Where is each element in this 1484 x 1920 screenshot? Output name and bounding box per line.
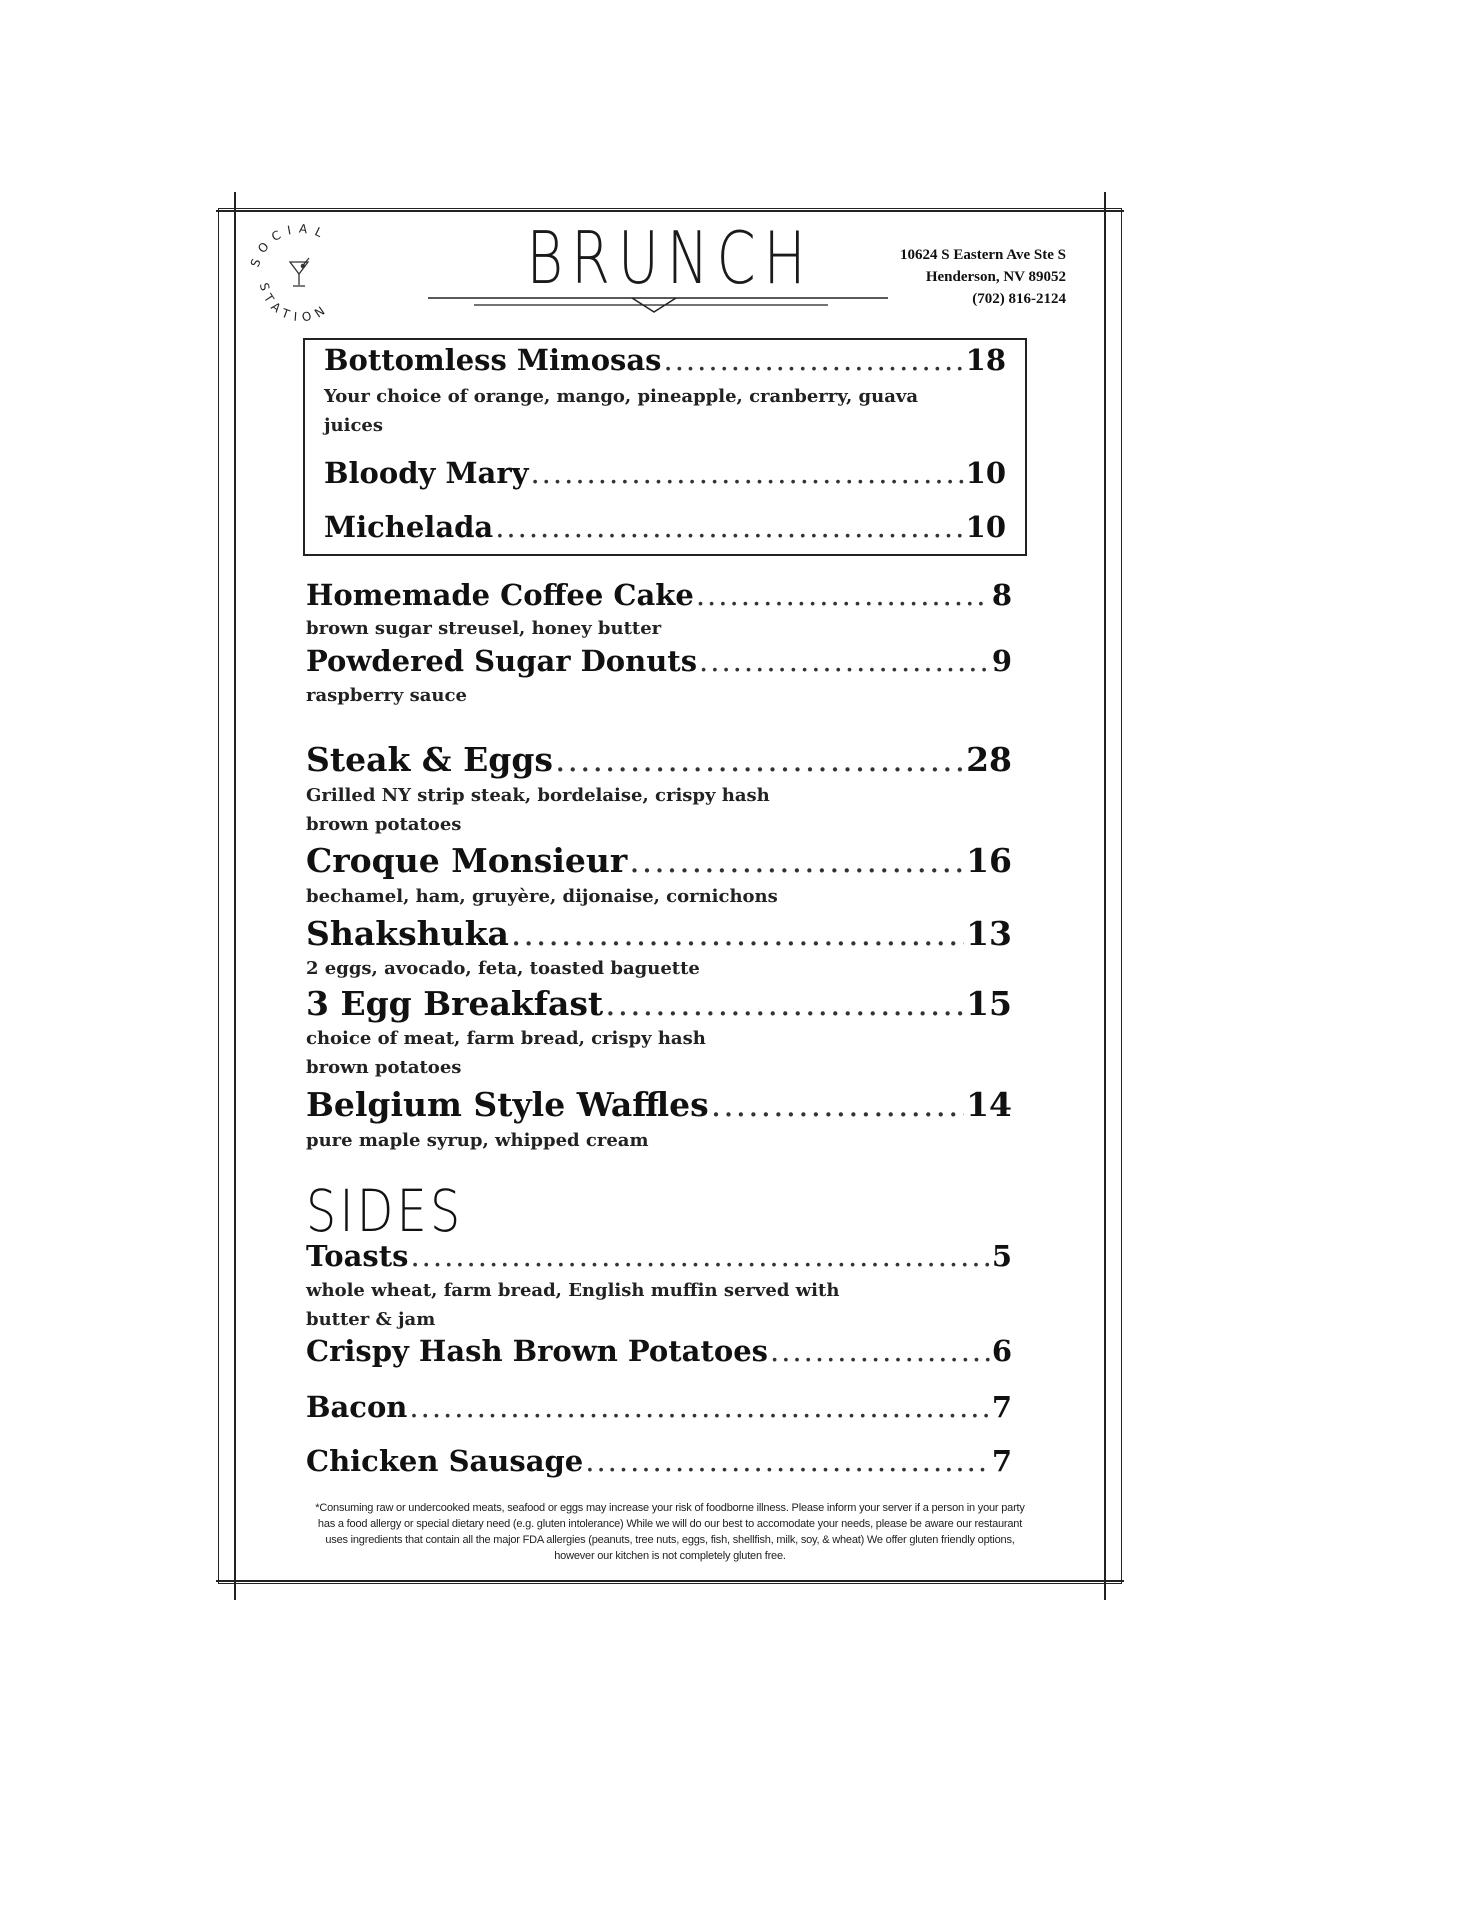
dot-leader — [699, 644, 990, 678]
item-description-line-1: pure maple syrup, whipped cream — [306, 1130, 649, 1151]
menu-item-powdered-sugar-donuts — [306, 644, 1012, 678]
dot-leader — [663, 343, 963, 377]
dot-leader — [409, 1390, 989, 1424]
item-name: Shakshuka — [306, 914, 509, 953]
item-name: Bloody Mary — [324, 456, 529, 490]
page-title: BRUNCH — [526, 216, 814, 300]
menu-item-bacon — [306, 1390, 1012, 1424]
item-name: Bacon — [306, 1390, 408, 1424]
title-divider — [428, 286, 888, 326]
menu-item-steak-eggs — [306, 740, 1012, 779]
menu-item-shakshuka — [306, 914, 1012, 953]
dot-leader — [585, 1444, 990, 1478]
item-name: Belgium Style Waffles — [306, 1085, 709, 1124]
address-line-1: 10624 S Eastern Ave Ste S — [900, 247, 1066, 263]
restaurant-address — [900, 244, 1066, 310]
item-description: Your choice of orange, mango, pineapple, cranberry, guava juices — [324, 386, 918, 436]
item-name: Michelada — [324, 510, 494, 544]
item-name: Crispy Hash Brown Potatoes — [306, 1334, 768, 1368]
menu-item-bottomless-mimosas — [324, 343, 1006, 377]
item-price: 15 — [966, 984, 1012, 1023]
item-price: 10 — [965, 456, 1006, 490]
item-description-line-2: brown potatoes — [306, 814, 462, 835]
menu-item-toasts — [306, 1239, 1012, 1273]
item-price: 10 — [965, 510, 1006, 544]
item-name: Powdered Sugar Donuts — [306, 644, 698, 678]
martini-glass-icon — [290, 258, 309, 286]
item-name: Homemade Coffee Cake — [306, 578, 694, 612]
item-name: Steak & Eggs — [306, 740, 553, 779]
item-name: Toasts — [306, 1239, 409, 1273]
menu-item-crispy-hash-brown-potatoes — [306, 1334, 1012, 1368]
item-price: 16 — [966, 841, 1012, 880]
dot-leader — [511, 914, 964, 953]
menu-item-michelada — [324, 510, 1006, 544]
phone-number: (702) 816-2124 — [972, 291, 1066, 307]
menu-item-bloody-mary — [324, 456, 1006, 490]
dot-leader — [530, 456, 963, 490]
item-price: 5 — [991, 1239, 1012, 1273]
item-price: 7 — [991, 1390, 1012, 1424]
item-description: brown sugar streusel, honey butter — [306, 618, 662, 639]
item-price: 8 — [991, 578, 1012, 612]
logo-text-bottom: STATION — [256, 281, 333, 325]
item-price: 18 — [965, 343, 1006, 377]
dot-leader — [495, 510, 963, 544]
dot-leader — [711, 1085, 964, 1124]
menu-item-chicken-sausage — [306, 1444, 1012, 1478]
dot-leader — [696, 578, 990, 612]
item-name: Croque Monsieur — [306, 841, 628, 880]
item-description-line-2: brown potatoes — [306, 1057, 462, 1078]
menu-item-belgium-style-waffles — [306, 1085, 1012, 1124]
dot-leader — [629, 841, 964, 880]
item-name: Chicken Sausage — [306, 1444, 584, 1478]
menu-item-croque-monsieur — [306, 841, 1012, 880]
menu-item-coffee-cake — [306, 578, 1012, 612]
item-description-line-1: 2 eggs, avocado, feta, toasted baguette — [306, 958, 700, 979]
item-price: 6 — [991, 1334, 1012, 1368]
item-name: Bottomless Mimosas — [324, 343, 662, 377]
disclaimer-line-1: *Consuming raw or undercooked meats, seafood or eggs may increase your risk of foodborne illness. Please inform your server if a person in your party — [315, 1502, 1025, 1514]
dot-leader — [410, 1239, 989, 1273]
logo-svg — [246, 218, 356, 328]
disclaimer-line-4: however our kitchen is not completely gluten free. — [554, 1550, 786, 1562]
dot-leader — [605, 984, 964, 1023]
disclaimer-line-2: has a food allergy or special dietary need (e.g. gluten intolerance) While we will do our best to accomodate your needs, please be aware our restaurant — [317, 1518, 1023, 1530]
sides-heading: SIDES — [306, 1177, 464, 1245]
item-description-line-2: butter & jam — [306, 1309, 436, 1330]
item-description-line-1: whole wheat, farm bread, English muffin served with — [306, 1280, 840, 1301]
item-price: 7 — [991, 1444, 1012, 1478]
dot-leader — [770, 1334, 990, 1368]
item-description-line-1: Grilled NY strip steak, bordelaise, crispy hash — [306, 785, 770, 806]
logo-text-top: SOCIAL — [247, 221, 331, 269]
item-name: 3 Egg Breakfast — [306, 984, 604, 1023]
item-price: 28 — [966, 740, 1012, 779]
item-price: 9 — [991, 644, 1012, 678]
address-line-2: Henderson, NV 89052 — [925, 269, 1066, 285]
item-description-line-1: bechamel, ham, gruyère, dijonaise, cornichons — [306, 886, 778, 907]
disclaimer-line-3: uses ingredients that contain all the major FDA allergies (peanuts, tree nuts, eggs, fish, shellfish, milk, soy, & wheat) We offer gluten friendly options, — [325, 1534, 1015, 1546]
menu-item-3-egg-breakfast — [306, 984, 1012, 1023]
item-description: raspberry sauce — [306, 685, 467, 706]
dot-leader — [555, 740, 964, 779]
item-price: 13 — [966, 914, 1012, 953]
item-description-line-1: choice of meat, farm bread, crispy hash — [306, 1028, 706, 1049]
social-station-logo — [246, 218, 356, 328]
allergy-disclaimer — [268, 1500, 1072, 1564]
item-price: 14 — [966, 1085, 1012, 1124]
